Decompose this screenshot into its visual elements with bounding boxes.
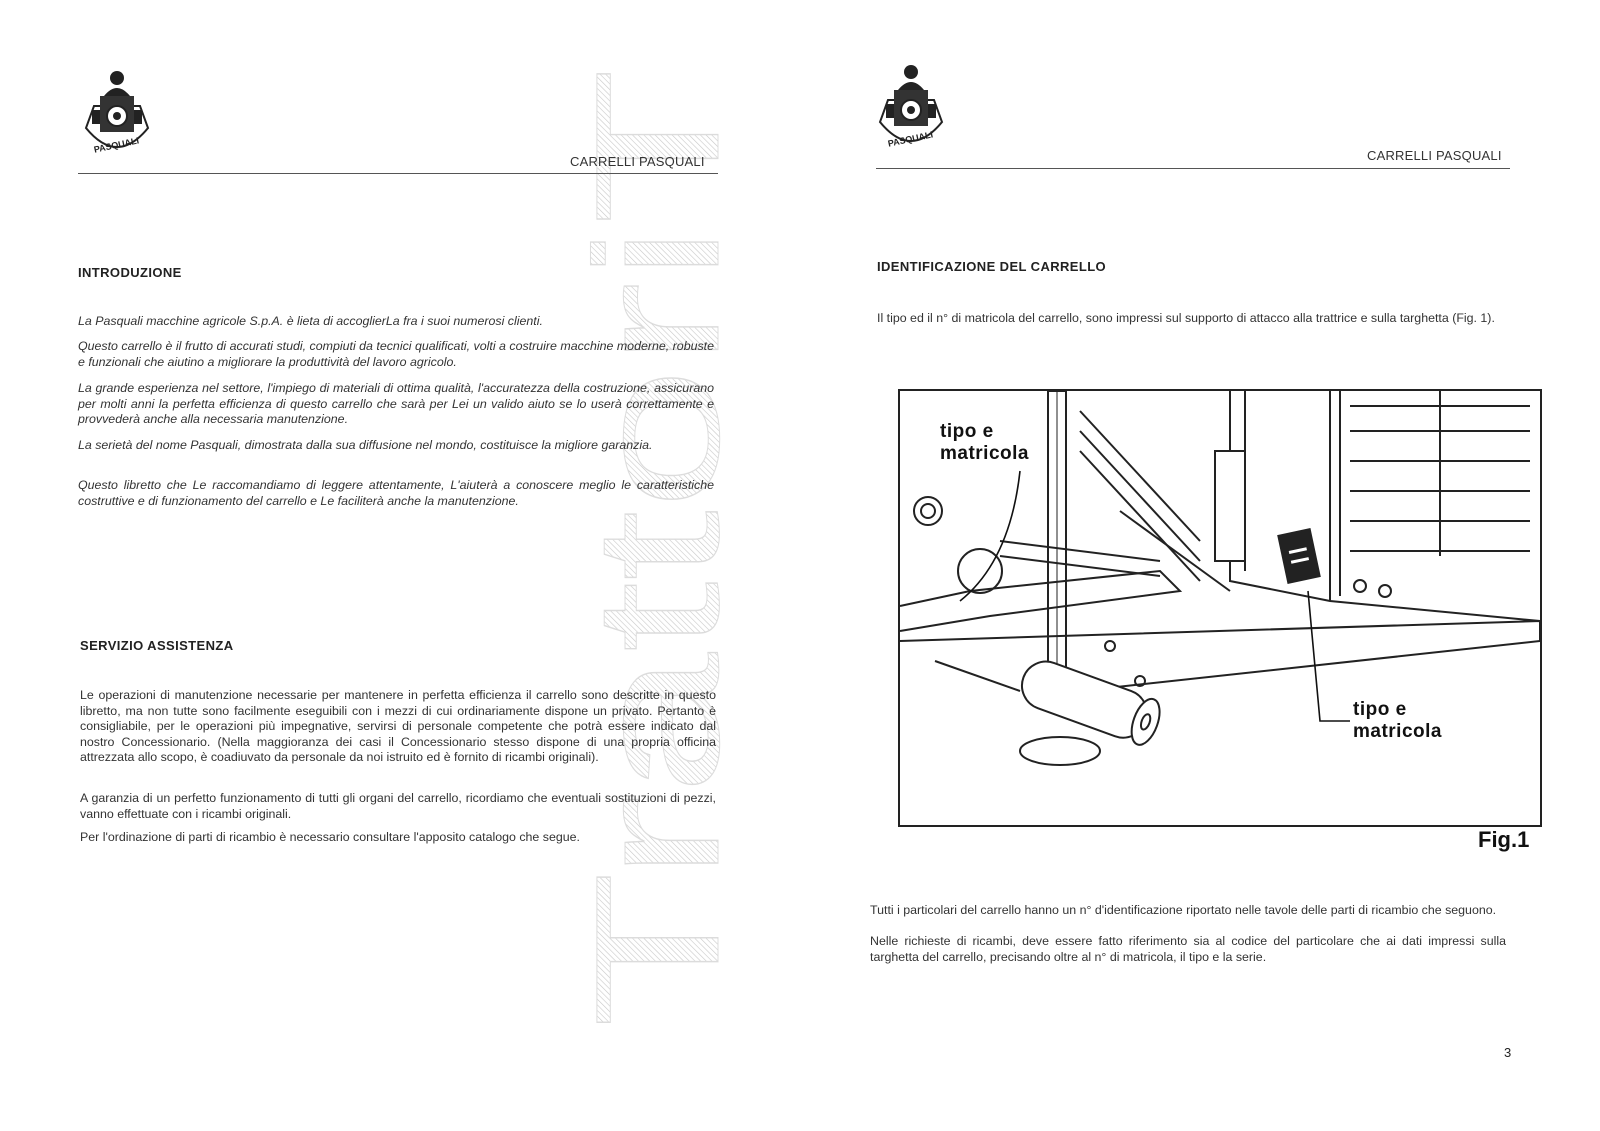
identification-plate bbox=[1277, 528, 1321, 584]
figure-caption: Fig.1 bbox=[1478, 827, 1530, 852]
intro-paragraph-1: La Pasquali macchine agricole S.p.A. è lieta di accoglierLa fra i suoi numerosi clienti. bbox=[78, 314, 543, 328]
parts-paragraph-1: Tutti i particolari del carrello hanno un n° d'identificazione riportato nelle tavole delle parti di ricambio che seguono. bbox=[870, 903, 1497, 917]
parts-paragraph-2: Nelle richieste di ricambi, deve essere fatto riferimento sia al codice del particolare che ai dati impressi sulla targhetta del carrello, precisando oltre al n° di matricola, il tipo e la serie. bbox=[870, 934, 1506, 964]
service-paragraph-3: Per l'ordinazione di parti di ricambio è necessario consultare l'apposito catalogo che segue. bbox=[80, 830, 580, 844]
watermark-text: TrattoriT bbox=[560, 369, 756, 1028]
service-paragraph-2: A garanzia di un perfetto funzionamento di tutti gli organi del carrello, ricordiamo che eventuali sostituzioni di pezzi, vanno effettuate con i ricambi originali. bbox=[80, 791, 716, 821]
figure-label-top: tipo e matricola bbox=[940, 421, 1029, 464]
logo-text: PASQUALI bbox=[92, 135, 140, 155]
service-heading: SERVIZIO ASSISTENZA bbox=[80, 638, 234, 653]
intro-paragraph-2: Questo carrello è il frutto di accurati studi, compiuti da tecnici qualificati, volti a costruire macchine moderne, robuste e funzionali che aiutino a migliorare la produttività del lavoro agricolo. bbox=[78, 339, 714, 369]
logo-text: PASQUALI bbox=[886, 129, 934, 149]
leader-line-top bbox=[960, 471, 1020, 601]
intro-paragraph-4: La serietà del nome Pasquali, dimostrata dalla sua diffusione nel mondo, costituisce la migliore garanzia. bbox=[78, 438, 653, 452]
pasquali-logo bbox=[872, 60, 950, 152]
watermark bbox=[560, 38, 756, 1048]
header-rule bbox=[78, 173, 718, 174]
figure-1 bbox=[898, 389, 1542, 827]
leader-line-bottom bbox=[1308, 591, 1350, 721]
intro-heading: INTRODUZIONE bbox=[78, 265, 182, 280]
intro-paragraph-3: La grande esperienza nel settore, l'impiego di materiali di ottima qualità, l'accuratezza della costruzione, assicurano per molti anni la perfetta efficienza di questo carrello che sarà per Lei un valido aiuto se lo userà correttamente e provvederà anche alla necessaria manutenzione. bbox=[78, 381, 714, 426]
header-title: CARRELLI PASQUALI bbox=[570, 154, 705, 169]
pasquali-logo bbox=[78, 66, 156, 158]
page-number: 3 bbox=[1504, 1045, 1512, 1060]
header-title: CARRELLI PASQUALI bbox=[1367, 148, 1502, 163]
intro-paragraph-5: Questo libretto che Le raccomandiamo di leggere attentamente, L'aiuterà a conoscere meglio le caratteristiche costruttive e di funzionamento del carrello e Le faciliterà anche la manutenzione. bbox=[78, 478, 714, 508]
identification-heading: IDENTIFICAZIONE DEL CARRELLO bbox=[877, 259, 1107, 274]
figure-label-bottom: tipo e matricola bbox=[1353, 699, 1442, 742]
identification-paragraph: Il tipo ed il n° di matricola del carrello, sono impressi sul supporto di attacco alla trattrice e sulla targhetta (Fig. 1). bbox=[877, 311, 1495, 325]
header-rule bbox=[876, 168, 1510, 169]
service-paragraph-1: Le operazioni di manutenzione necessarie per mantenere in perfetta efficienza il carrello sono descritte in questo libretto, ma non tutte sono facilmente eseguibili con i mezzi di cui ordinariamente dispone un privato. Pertanto è consigliabile, per le operazioni più impegnative, servirsi di personale competente che potrà essere indicato dal nostro Concessionario. (Nella maggioranza dei casi il Concessionario stesso dispone di una propria officina attrezzata allo scopo, è coadiuvato da personale da noi istruito ed è fornito di ricambi originali). bbox=[80, 688, 716, 764]
